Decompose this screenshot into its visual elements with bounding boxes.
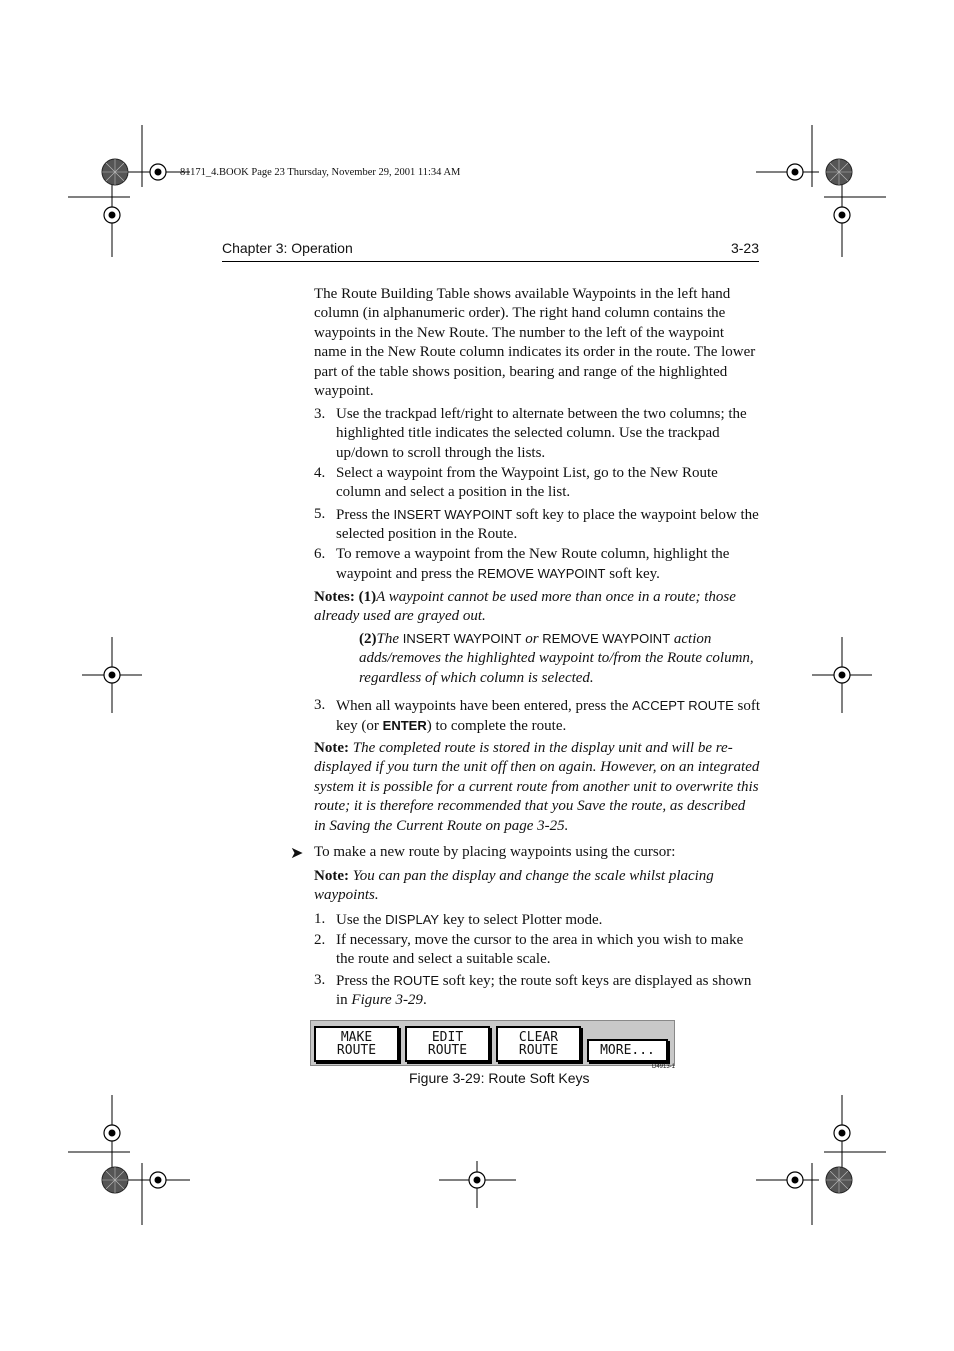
print-slug: 81171_4.BOOK Page 23 Thursday, November 29, 2001 11:34 AM — [180, 167, 461, 178]
enter-key: ENTER — [382, 718, 427, 734]
list-item: 3. Use the trackpad left/right to alternate between the two columns; the highlighted title indicates the selected column. Use the trackpad up/down to scroll through the lists. — [314, 406, 747, 461]
edit-route-softkey[interactable]: EDIT ROUTE — [405, 1026, 490, 1062]
list-item: 6. To remove a waypoint from the New Route column, highlight the waypoint and press the REMOVE WAYPOINT soft key. — [314, 546, 730, 583]
list-item: 3. Press the ROUTE soft key; the route soft keys are displayed as shown in Figure 3-29. — [314, 972, 752, 1009]
chapter-header: Chapter 3: Operation — [222, 240, 353, 256]
clear-route-softkey[interactable]: CLEAR ROUTE — [496, 1026, 581, 1062]
figure-code: D4913-1 — [652, 1064, 676, 1070]
softkey-name: INSERT WAYPOINT — [393, 507, 513, 522]
figure-caption: Figure 3-29: Route Soft Keys — [409, 1070, 590, 1086]
make-route-softkey[interactable]: MAKE ROUTE — [314, 1026, 399, 1062]
more-softkey[interactable]: MORE... — [587, 1039, 668, 1062]
list-item: 3. When all waypoints have been entered, press the ACCEPT ROUTE soft key (or ENTER) to complete the route. — [314, 697, 760, 735]
list-item: 1. Use the DISPLAY key to select Plotter mode. — [314, 911, 603, 928]
arrow-bullet-icon: ➤ — [290, 845, 304, 862]
page-number: 3-23 — [730, 240, 759, 256]
intro-paragraph: The Route Building Table shows available Waypoints in the left hand column (in alphanumeric order). The right hand column contains the waypoints in the New Route. The number to the left of the waypoint name in the New Route column indicates its order in the route. The lower part of the table shows position, bearing and range of the highlighted waypoint. — [314, 286, 756, 400]
bullet-text: To make a new route by placing waypoints using the cursor: — [314, 844, 676, 860]
header-rule — [222, 261, 759, 262]
list-item: 2. If necessary, move the cursor to the area in which you wish to make the route and select a suitable scale. — [314, 932, 744, 968]
notes-block: Notes: (1)A waypoint cannot be used more than once in a route; those already used are grayed out. — [314, 589, 736, 625]
note-completed-route: Note: The completed route is stored in the display unit and will be re-displayed if you turn the unit off then on again. However, on an integrated system it is possible for a current route from another unit to overwrite this route; it is therefore recommended that you Save the route, as described in Saving the Current Route on page 3-25. — [314, 740, 760, 834]
list-item: 5. Press the INSERT WAYPOINT soft key to place the waypoint below the selected position in the Route. — [314, 506, 759, 543]
note-2: (2)The INSERT WAYPOINT or REMOVE WAYPOINT action adds/removes the highlighted waypoint to/from the Route column, regardless of which column is selected. — [359, 631, 754, 686]
note-pan: Note: You can pan the display and change the scale whilst placing waypoints. — [314, 868, 714, 904]
softkey-bar — [310, 1020, 675, 1066]
list-item: 4. Select a waypoint from the Waypoint List, go to the New Route column and select a position in the list. — [314, 465, 718, 501]
softkey-name: REMOVE WAYPOINT — [477, 566, 606, 582]
